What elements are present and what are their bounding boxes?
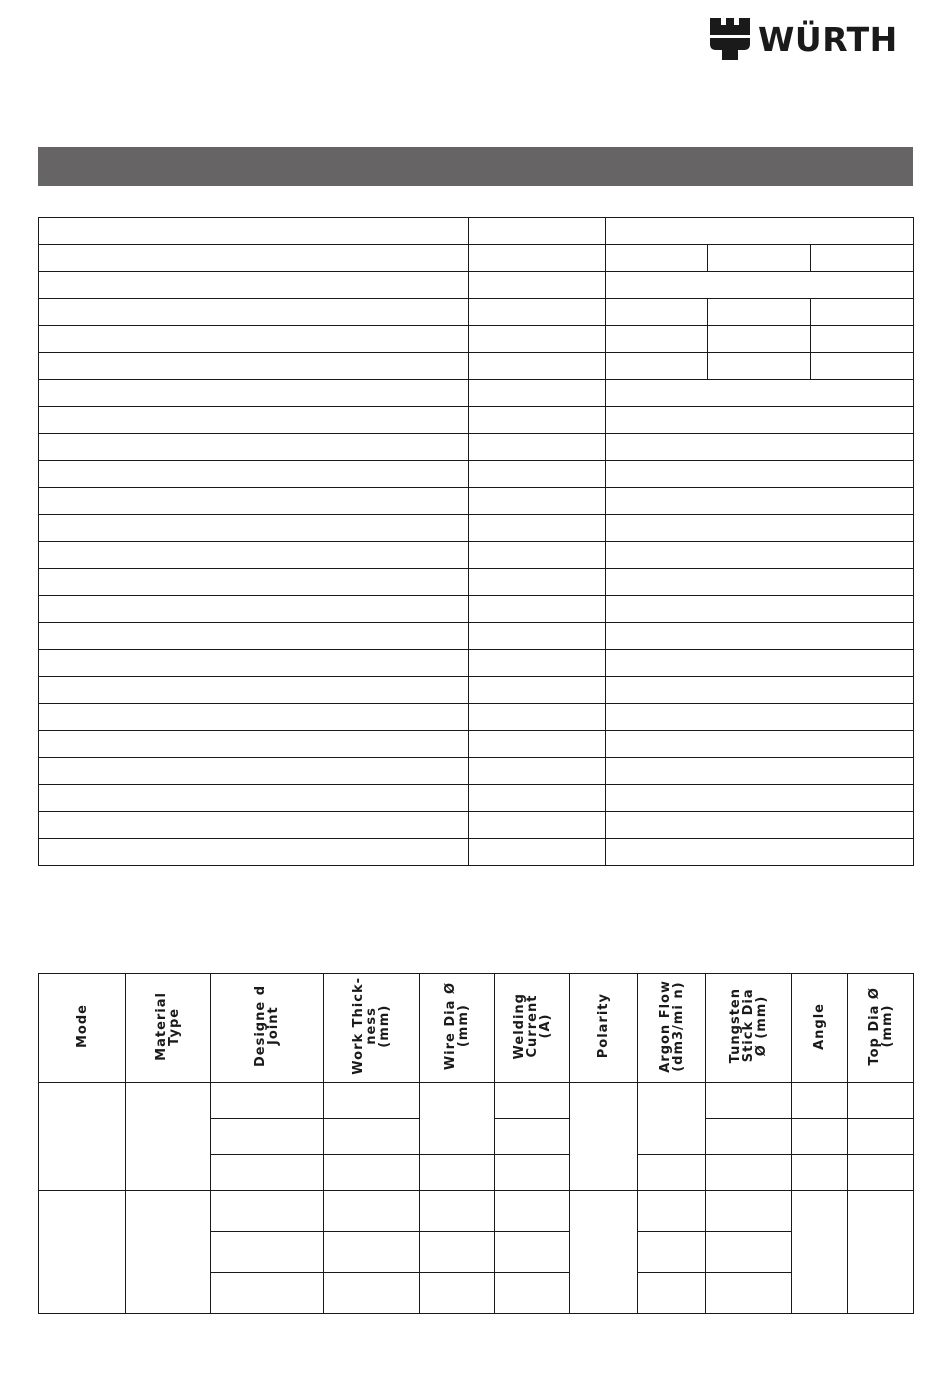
wurth-crest-icon <box>710 16 750 62</box>
table-row <box>39 218 914 245</box>
table-row <box>39 380 914 407</box>
header-designed-joint: Designe d Joint <box>211 974 324 1083</box>
table-row <box>39 1083 914 1119</box>
table-row <box>39 272 914 299</box>
header-angle: Angle <box>792 974 848 1083</box>
table-row <box>39 569 914 596</box>
table-row <box>39 1191 914 1232</box>
header-row <box>39 974 914 1083</box>
wurth-logo <box>710 16 915 62</box>
section-title-bar <box>38 147 913 186</box>
table-row <box>39 407 914 434</box>
table-row <box>39 596 914 623</box>
table-row <box>39 542 914 569</box>
table-row <box>39 299 914 326</box>
table-row <box>39 812 914 839</box>
table-row <box>39 839 914 866</box>
table-row <box>39 731 914 758</box>
header-welding-current: Welding Current (A) <box>495 974 570 1083</box>
specifications-table <box>38 217 914 866</box>
table-row <box>39 758 914 785</box>
table-row <box>39 785 914 812</box>
header-mode: Mode <box>39 974 126 1083</box>
header-wire-dia: Wire Dia Ø (mm) <box>420 974 495 1083</box>
table-row <box>39 245 914 272</box>
table-row <box>39 677 914 704</box>
welding-parameters-table <box>38 973 914 1314</box>
header-material-type: Material Type <box>126 974 211 1083</box>
table-row <box>39 488 914 515</box>
table-row <box>39 515 914 542</box>
table-row <box>39 704 914 731</box>
table-row <box>39 623 914 650</box>
table-row <box>39 434 914 461</box>
header-work-thickness: Work Thick- ness (mm) <box>324 974 420 1083</box>
header-argon-flow: Argon Flow (dm3/mi n) <box>638 974 706 1083</box>
table-row <box>39 326 914 353</box>
table-row <box>39 353 914 380</box>
header-polarity: Polarity <box>570 974 638 1083</box>
header-tungsten-stick-dia: Tungsten Stick Dia Ø (mm) <box>706 974 792 1083</box>
table-row <box>39 650 914 677</box>
header-top-dia: Top Dia Ø (mm) <box>848 974 914 1083</box>
table-row <box>39 461 914 488</box>
wurth-wordmark: WÜRTH <box>758 20 898 59</box>
